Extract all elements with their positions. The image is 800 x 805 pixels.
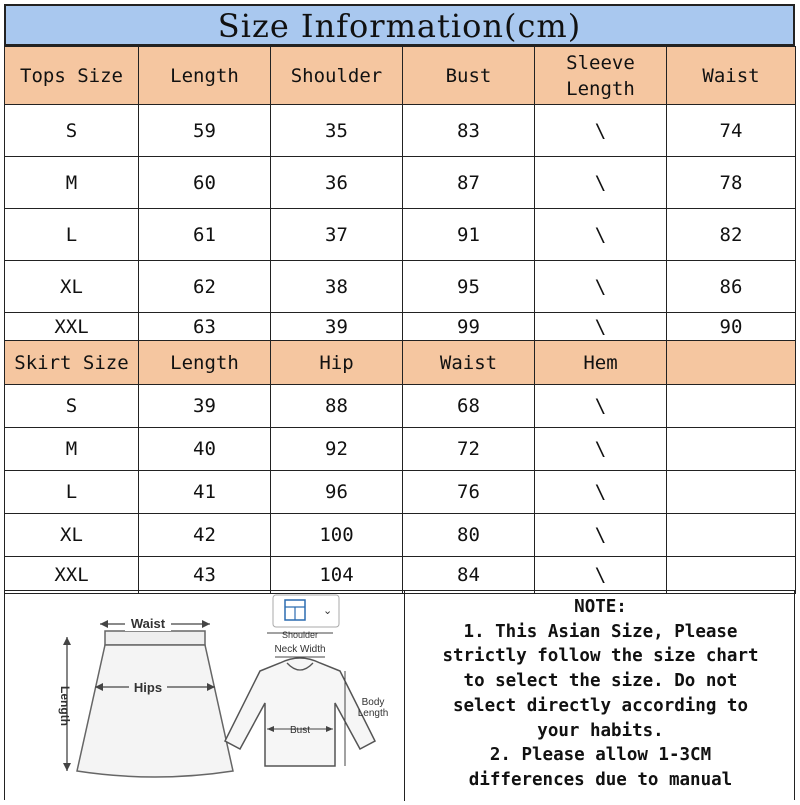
top-body-length-label-1: Body xyxy=(361,697,385,708)
tops-cell: 60 xyxy=(139,157,271,209)
skirt-cell: 72 xyxy=(403,428,535,471)
skirt-cell: 40 xyxy=(139,428,271,471)
skirt-cell: 88 xyxy=(271,385,403,428)
skirt-cell: 100 xyxy=(271,514,403,557)
skirt-cell: 92 xyxy=(271,428,403,471)
skirt-cell: \ xyxy=(535,471,667,514)
skirt-waist-header: Waist xyxy=(403,341,535,385)
skirt-empty-header xyxy=(667,341,796,385)
measurement-diagram xyxy=(5,591,405,801)
note-line: to select the size. Do not xyxy=(463,671,738,692)
skirt-cell: 76 xyxy=(403,471,535,514)
skirt-cell: S xyxy=(5,385,139,428)
note-line: strictly follow the size chart xyxy=(442,646,759,667)
tops-cell: 37 xyxy=(271,209,403,261)
skirt-length-header: Length xyxy=(139,341,271,385)
tops-cell: 86 xyxy=(667,261,796,313)
chevron-down-icon: ⌄ xyxy=(323,605,333,617)
sleeve-header-line-2: Length xyxy=(566,77,635,100)
tops-row xyxy=(5,209,796,261)
skirt-row xyxy=(5,557,796,594)
skirt-row xyxy=(5,385,796,428)
skirt-cell: 43 xyxy=(139,557,271,594)
tops-cell: 36 xyxy=(271,157,403,209)
tops-cell: XL xyxy=(5,261,139,313)
tops-cell: 38 xyxy=(271,261,403,313)
tops-cell: 61 xyxy=(139,209,271,261)
tops-bust-header: Bust xyxy=(403,47,535,105)
tops-cell: 91 xyxy=(403,209,535,261)
tops-cell: \ xyxy=(535,157,667,209)
skirt-length-label: Length xyxy=(58,686,72,726)
skirt-size-header: Skirt Size xyxy=(5,341,139,385)
skirt-cell: L xyxy=(5,471,139,514)
skirt-row xyxy=(5,428,796,471)
tops-cell: 74 xyxy=(667,105,796,157)
tops-cell: L xyxy=(5,209,139,261)
tops-cell: 59 xyxy=(139,105,271,157)
tops-length-header: Length xyxy=(139,47,271,105)
skirt-cell: XXL xyxy=(5,557,139,594)
skirt-size-table xyxy=(4,340,796,594)
tops-cell: 95 xyxy=(403,261,535,313)
tops-cell: \ xyxy=(535,313,667,341)
skirt-cell xyxy=(667,428,796,471)
skirt-cell: M xyxy=(5,428,139,471)
top-neck-width-label: Neck Width xyxy=(274,644,326,655)
tops-header-row xyxy=(5,47,796,105)
skirt-cell: 96 xyxy=(271,471,403,514)
note-line: select directly according to xyxy=(452,695,748,716)
top-shoulder-label: Shoulder xyxy=(281,630,319,640)
tops-cell: 78 xyxy=(667,157,796,209)
skirt-cell: 42 xyxy=(139,514,271,557)
skirt-cell: 80 xyxy=(403,514,535,557)
top-illustration xyxy=(225,595,388,766)
skirt-row xyxy=(5,471,796,514)
tops-cell: \ xyxy=(535,209,667,261)
tops-row xyxy=(5,261,796,313)
tops-cell: \ xyxy=(535,105,667,157)
note-line: differences due to manual xyxy=(468,769,733,790)
page-title: Size Information(cm) xyxy=(4,4,795,46)
tops-cell: 87 xyxy=(403,157,535,209)
skirt-cell: \ xyxy=(535,428,667,471)
tops-cell: XXL xyxy=(5,313,139,341)
tops-cell: 82 xyxy=(667,209,796,261)
skirt-cell: 84 xyxy=(403,557,535,594)
skirt-row xyxy=(5,514,796,557)
tops-size-table xyxy=(4,46,796,341)
skirt-cell: 41 xyxy=(139,471,271,514)
tops-cell: M xyxy=(5,157,139,209)
skirt-cell: 39 xyxy=(139,385,271,428)
note-line: 2. Please allow 1-3CM xyxy=(489,745,712,766)
skirt-illustration xyxy=(58,616,233,777)
tops-sleeve-length-header xyxy=(535,47,667,105)
skirt-cell xyxy=(667,557,796,594)
skirt-cell: 68 xyxy=(403,385,535,428)
skirt-hip-header: Hip xyxy=(271,341,403,385)
tops-cell: 35 xyxy=(271,105,403,157)
tops-row xyxy=(5,313,796,341)
size-note xyxy=(407,591,794,801)
skirt-cell: \ xyxy=(535,557,667,594)
tops-waist-header: Waist xyxy=(667,47,796,105)
note-title: NOTE: xyxy=(574,597,627,617)
tops-row xyxy=(5,105,796,157)
tops-size-header: Tops Size xyxy=(5,47,139,105)
note-line: your habits. xyxy=(537,720,664,741)
tops-row xyxy=(5,157,796,209)
skirt-cell: 104 xyxy=(271,557,403,594)
skirt-cell xyxy=(667,514,796,557)
skirt-hem-header: Hem xyxy=(535,341,667,385)
tops-cell: \ xyxy=(535,261,667,313)
measurement-diagram-svg xyxy=(5,591,403,801)
tops-cell: 83 xyxy=(403,105,535,157)
top-bust-label: Bust xyxy=(289,725,311,736)
bottom-section xyxy=(4,590,795,800)
tops-cell: 62 xyxy=(139,261,271,313)
note-line: 1. This Asian Size, Please xyxy=(463,621,738,642)
skirt-cell: XL xyxy=(5,514,139,557)
tops-shoulder-header: Shoulder xyxy=(271,47,403,105)
skirt-cell xyxy=(667,471,796,514)
skirt-header-row xyxy=(5,341,796,385)
tops-cell: S xyxy=(5,105,139,157)
top-body-length-label-2: Length xyxy=(357,708,389,719)
skirt-hips-label: Hips xyxy=(133,680,163,695)
skirt-cell: \ xyxy=(535,385,667,428)
tops-cell: 99 xyxy=(403,313,535,341)
skirt-cell xyxy=(667,385,796,428)
tops-cell: 90 xyxy=(667,313,796,341)
sleeve-header-line-1: Sleeve xyxy=(566,51,635,74)
skirt-waist-label: Waist xyxy=(130,616,166,631)
tops-cell: 63 xyxy=(139,313,271,341)
tops-cell: 39 xyxy=(271,313,403,341)
skirt-cell: \ xyxy=(535,514,667,557)
